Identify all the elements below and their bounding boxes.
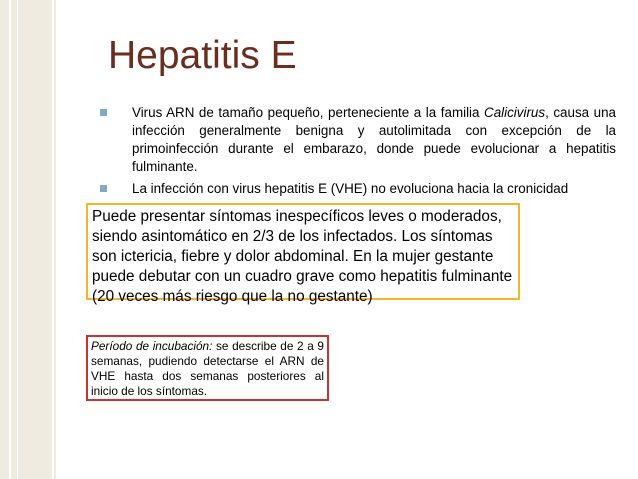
band-stripe [17, 0, 18, 479]
decorative-left-band [0, 0, 56, 479]
bullet-text: Virus ARN de tamaño pequeño, perteneciente a la familia [132, 105, 485, 120]
band-stripe [52, 0, 54, 479]
bullet-emphasis: Calicivirus [484, 105, 546, 120]
incubation-text: se describe de 2 a 9 semanas, pudiendo detectarse el ARN de VHE hasta dos semanas posteriores al inicio de los síntomas. [91, 339, 324, 398]
square-bullet-icon [100, 185, 107, 192]
incubation-note [86, 335, 329, 401]
symptoms-callout: Puede presentar síntomas inespecíficos leves o moderados, siendo asintomático en 2/3 de los infectados. Los síntomas son ictericia, fiebre y dolor abdominal. En la mujer gestante puede debutar con un cuadro grave como hepatitis fulminante (20 veces más riesgo que la no gestante) [86, 203, 520, 300]
band-stripe [9, 0, 11, 479]
slide-title: Hepatitis E [108, 34, 297, 77]
bullet-item [100, 180, 616, 198]
square-bullet-icon [100, 109, 107, 116]
bullet-text: , causa una infección generalmente benigna y autolimitada con excepción de la primoinfección durante el embarazo, donde puede evolucionar a hepatitis fulminante. [132, 105, 616, 174]
bullet-item [100, 104, 616, 176]
bullet-list [100, 104, 616, 202]
incubation-label: Período de incubación: [91, 339, 213, 353]
bullet-text: La infección con virus hepatitis E (VHE) no evoluciona hacia la cronicidad [132, 181, 569, 196]
